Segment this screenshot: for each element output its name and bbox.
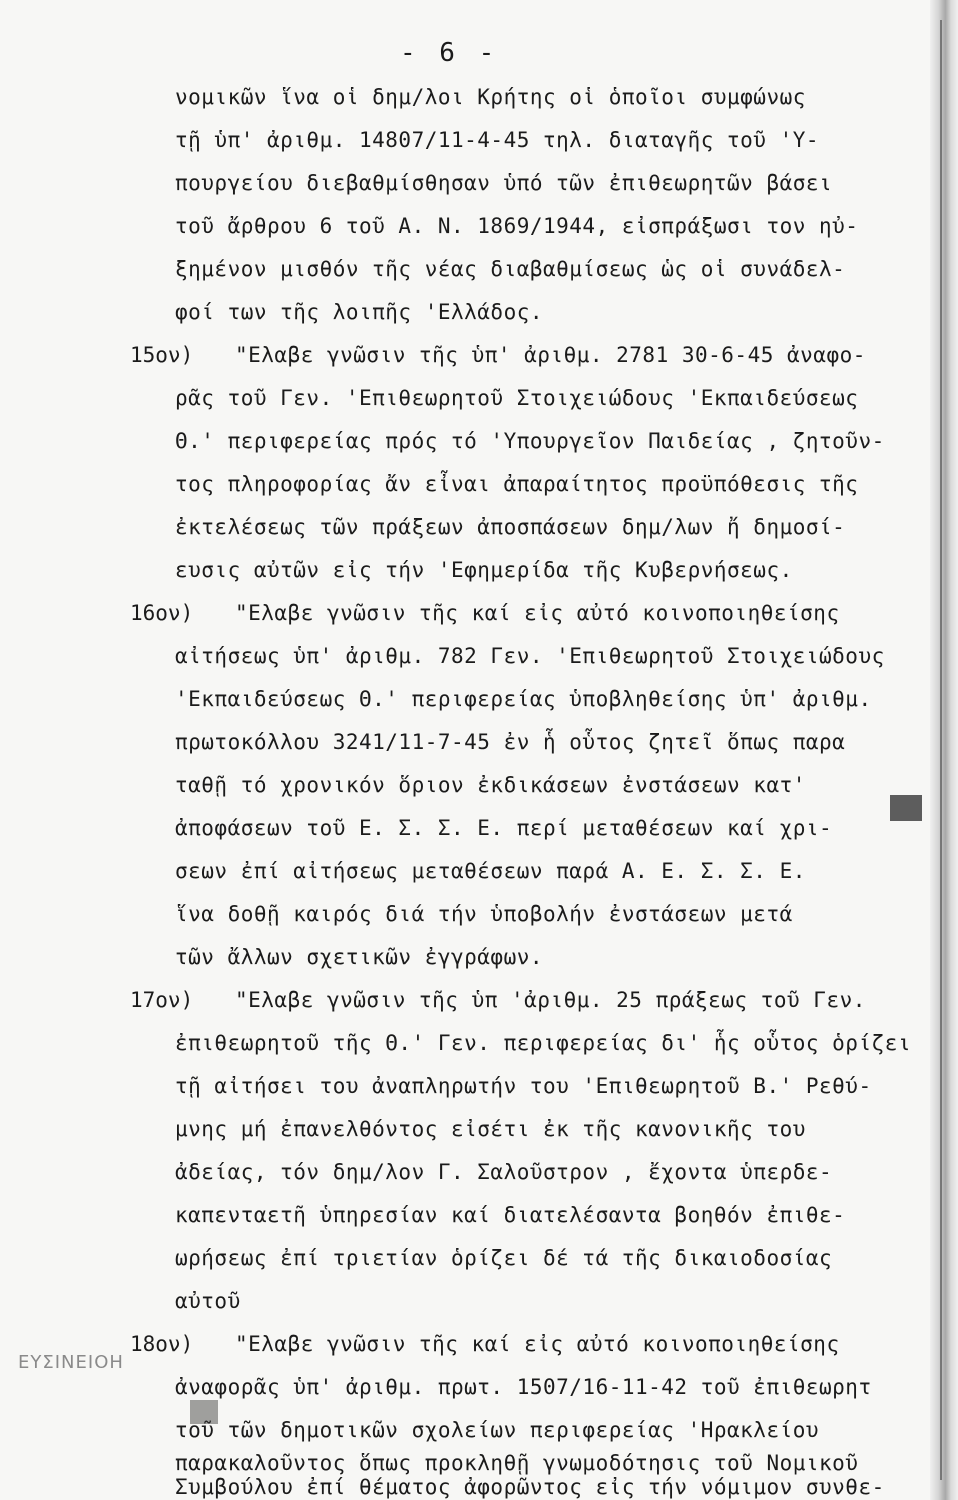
- text-line: ἐκτελέσεως τῶν πράξεων ἀποσπάσεων δημ/λων ἤ δημοσί-: [175, 515, 846, 539]
- item-number: 18ον): [130, 1332, 194, 1356]
- item-number: 16ον): [130, 601, 194, 625]
- text-line: ἀποφάσεων τοῦ Ε. Σ. Σ. Ε. περί μεταθέσεων καί χρι-: [175, 816, 833, 840]
- text-line: ἵνα δοθῇ καιρός διά τήν ὑποβολήν ἐνστάσεων μετά: [175, 902, 793, 926]
- text-line: ευσις αὐτῶν εἰς τήν 'Εφημερίδα τῆς Κυβερνήσεως.: [175, 558, 793, 582]
- text-line: τῇ ὑπ' ἀριθμ. 14807/11-4-45 τηλ. διαταγῆς τοῦ 'Υ-: [175, 128, 820, 152]
- text-line: τῶν ἄλλων σχετικῶν ἐγγράφων.: [175, 945, 544, 969]
- item-number: 17ον): [130, 988, 194, 1012]
- page-edge-line: [940, 20, 942, 1480]
- text-line: ωρήσεως ἐπί τριετίαν ὁρίζει δέ τά τῆς δικαιοδοσίας: [175, 1246, 833, 1270]
- text-line: αἰτήσεως ὑπ' ἀριθμ. 782 Γεν. 'Επιθεωρητοῦ Στοιχειώδους: [175, 644, 885, 668]
- text-line: νομικῶν ἵνα οἱ δημ/λοι Κρήτης οἱ ὁποῖοι συμφώνως: [175, 85, 806, 109]
- text-line: ἐπιθεωρητοῦ τῆς Θ.' Γεν. περιφερείας δι' ἧς οὗτος ὁρίζει: [175, 1031, 912, 1055]
- text-line: Συμβούλου ἐπί θέματος ἀφορῶντος εἰς τήν νόμιμον συνθε-: [175, 1475, 885, 1499]
- text-line: πουργείου διεβαθμίσθησαν ὑπό τῶν ἐπιθεωρητῶν βάσει: [175, 171, 833, 195]
- page-edge-shadow: [930, 0, 958, 1500]
- ink-smudge: [890, 795, 922, 821]
- text-line: μνης μή ἐπανελθόντος εἰσέτι ἐκ τῆς κανονικῆς του: [175, 1117, 806, 1141]
- text-line: ταθῇ τό χρονικόν ὅριον ἐκδικάσεων ἐνστάσεων κατ': [175, 773, 806, 797]
- text-line: ρᾶς τοῦ Γεν. 'Επιθεωρητοῦ Στοιχειώδους 'Εκπαιδεύσεως: [175, 386, 859, 410]
- text-line: "Ελαβε γνῶσιν τῆς καί εἰς αὐτό κοινοποιηθείσης: [235, 601, 840, 625]
- text-line: 'Εκπαιδεύσεως Θ.' περιφερείας ὑποβληθείσης ὑπ' ἀριθμ.: [175, 687, 872, 711]
- text-line: "Ελαβε γνῶσιν τῆς ὑπ 'ἀριθμ. 25 πράξεως τοῦ Γεν.: [235, 988, 866, 1012]
- text-line: παρακαλοῦντος ὅπως προκληθῇ γνωμοδότησις τοῦ Νομικοῦ: [175, 1451, 859, 1475]
- text-line: τοῦ τῶν δημοτικῶν σχολείων περιφερείας 'Ηρακλείου: [175, 1418, 820, 1442]
- margin-stamp: ΕΥΣΙΝΕΙΟΗ: [18, 1352, 124, 1373]
- text-line: ἀναφορᾶς ὑπ' ἀριθμ. πρωτ. 1507/16-11-42 τοῦ ἐπιθεωρητ: [175, 1375, 872, 1399]
- text-line: καπενταετῆ ὑπηρεσίαν καί διατελέσαντα βοηθόν ἐπιθε-: [175, 1203, 846, 1227]
- text-line: σεων ἐπί αἰτήσεως μεταθέσεων παρά Α. Ε. Σ. Σ. Ε.: [175, 859, 806, 883]
- item-number: 15ον): [130, 343, 194, 367]
- text-line: τος πληροφορίας ἄν εἶναι ἀπαραίτητος προϋπόθεσις τῆς: [175, 472, 859, 496]
- text-line: "Ελαβε γνῶσιν τῆς καί εἰς αὐτό κοινοποιηθείσης: [235, 1332, 840, 1356]
- text-line: πρωτοκόλλου 3241/11-7-45 ἐν ἧ οὗτος ζητεῖ ὅπως παρα: [175, 730, 846, 754]
- text-line: ξημένον μισθόν τῆς νέας διαβαθμίσεως ὡς οἱ συνάδελ-: [175, 257, 846, 281]
- text-line: αὐτοῦ: [175, 1289, 241, 1313]
- text-line: "Ελαβε γνῶσιν τῆς ὑπ' ἀριθμ. 2781 30-6-45 ἀναφο-: [235, 343, 866, 367]
- text-line: ἀδείας, τόν δημ/λον Γ. Σαλοῦστρον , ἔχοντα ὑπερδε-: [175, 1160, 833, 1184]
- text-line: τῇ αἰτήσει του ἀναπληρωτήν του 'Επιθεωρητοῦ Β.' Ρεθύ-: [175, 1074, 872, 1098]
- ink-blot: [190, 1400, 218, 1424]
- text-line: τοῦ ἄρθρου 6 τοῦ Α. Ν. 1869/1944, εἰσπράξωσι τον ηὐ-: [175, 214, 859, 238]
- page-number: - 6 -: [400, 38, 499, 68]
- text-line: φοί των τῆς λοιπῆς 'Ελλάδος.: [175, 300, 544, 324]
- text-line: Θ.' περιφερείας πρός τό 'Υπουργεῖον Παιδείας , ζητοῦν-: [175, 429, 885, 453]
